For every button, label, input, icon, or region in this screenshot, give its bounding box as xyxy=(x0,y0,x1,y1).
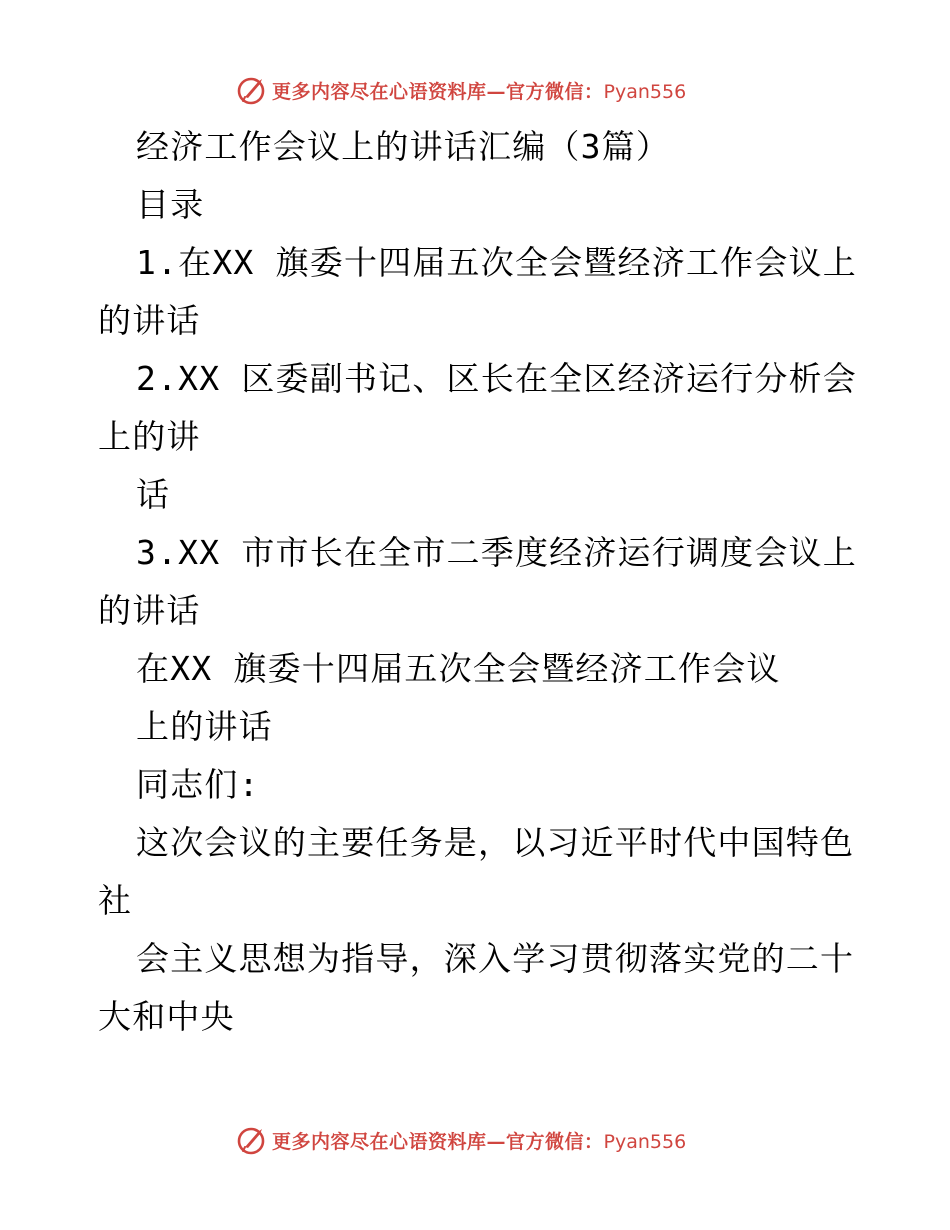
quill-pen-in-circle-icon xyxy=(236,74,268,106)
toc-item-3-line-1: 3.XX 市市长在全市二季度经济运行调度会议上 xyxy=(136,533,857,572)
watermark-account: Pyan556 xyxy=(603,1130,687,1153)
paragraph-2-line-2: 大和中央 xyxy=(98,997,235,1036)
toc-item-1-line-2: 的讲话 xyxy=(98,301,201,340)
paragraph-1-line-1: 这次会议的主要任务是，以习近平时代中国特色 xyxy=(136,823,855,862)
section-title-line-2: 上的讲话 xyxy=(136,707,273,746)
document-title: 经济工作会议上的讲话汇编（3篇） xyxy=(136,127,671,166)
paragraph-2-line-1: 会主义思想为指导，深入学习贯彻落实党的二十 xyxy=(136,939,855,978)
section-title-line-1: 在XX 旗委十四届五次全会暨经济工作会议 xyxy=(136,649,781,688)
toc-item-2-line-3: 话 xyxy=(136,475,171,514)
watermark-account: Pyan556 xyxy=(603,80,687,103)
footer-watermark xyxy=(236,1123,716,1157)
toc-heading: 目录 xyxy=(136,185,205,224)
document-body xyxy=(98,118,858,1046)
toc-item-2-line-1: 2.XX 区委副书记、区长在全区经济运行分析会 xyxy=(136,359,857,398)
salutation: 同志们: xyxy=(136,765,260,804)
watermark-text: 更多内容尽在心语资料库—官方微信：Pyan556 xyxy=(272,1130,687,1153)
toc-item-1-line-1: 1.在XX 旗委十四届五次全会暨经济工作会议上 xyxy=(136,243,857,282)
quill-pen-in-circle-icon xyxy=(236,1124,268,1156)
toc-item-3-line-2: 的讲话 xyxy=(98,591,201,630)
watermark-text: 更多内容尽在心语资料库—官方微信：Pyan556 xyxy=(272,80,687,103)
paragraph-1-line-2: 社 xyxy=(98,881,133,920)
toc-item-2-line-2: 上的讲 xyxy=(98,417,201,456)
header-watermark xyxy=(236,73,716,107)
